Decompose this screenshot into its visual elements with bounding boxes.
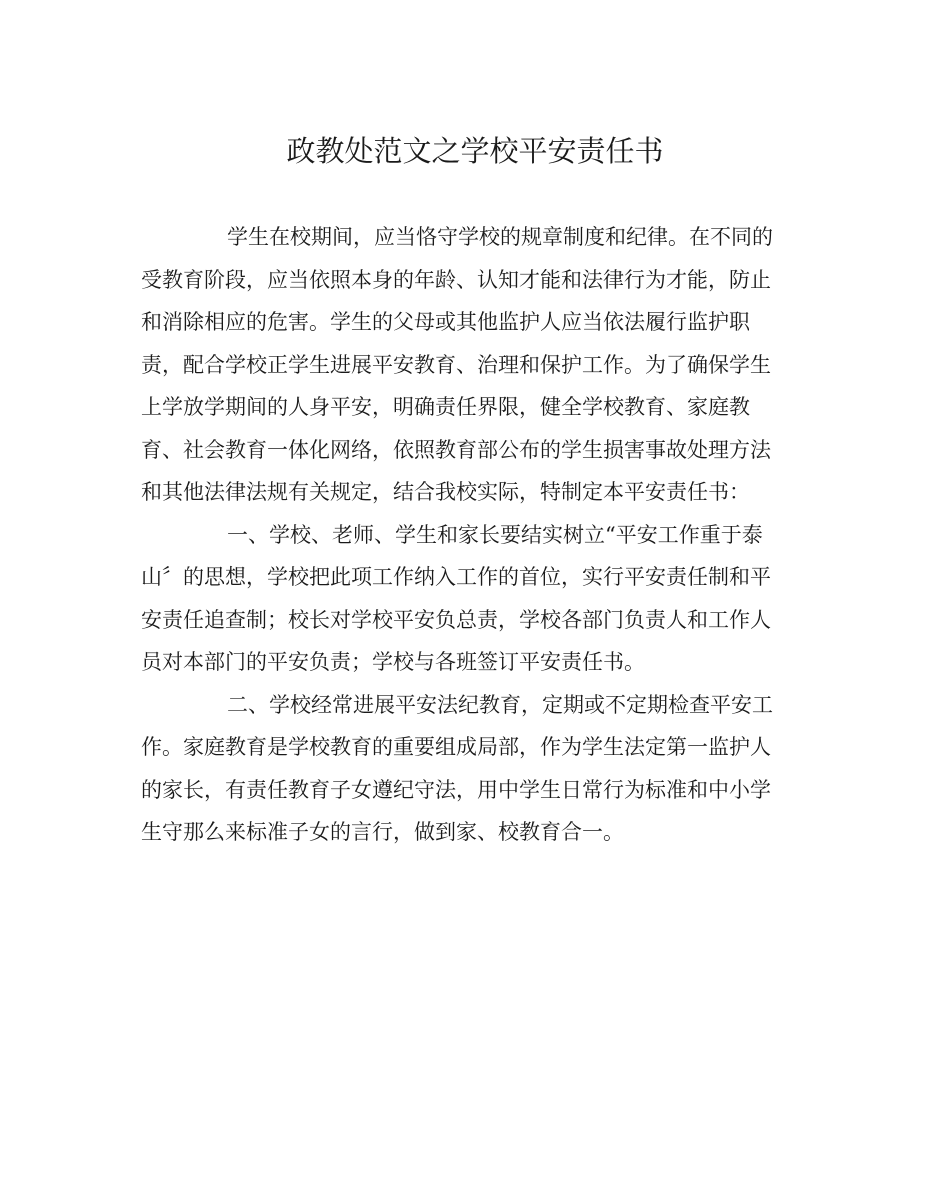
paragraph-line: 上学放学期间的人身平安，明确责任界限，健全学校教育、家庭教 xyxy=(141,395,750,419)
paragraph-line: 和其他法律法规有关规定，结合我校实际，特制定本平安责任书： xyxy=(141,480,750,504)
paragraph-line: 的家长，有责任教育子女遵纪守法，用中学生日常行为标准和中小学 xyxy=(141,777,771,802)
paragraph-line: 生守那么来标准子女的言行，做到家、校教育合一。 xyxy=(141,820,624,844)
paragraph-line: 山〞的思想，学校把此项工作纳入工作的首位，实行平安责任制和平 xyxy=(141,565,771,589)
document-body xyxy=(141,216,797,854)
paragraph-clause-one xyxy=(141,514,797,684)
paragraph-line: 二、学校经常进展平安法纪教育，定期或不定期检查平安工 xyxy=(227,692,773,717)
paragraph-clause-two xyxy=(141,684,797,854)
paragraph-line: 和消除相应的危害。学生的父母或其他监护人应当依法履行监护职 xyxy=(141,310,750,334)
paragraph-line: 育、社会教育一体化网络，依照教育部公布的学生损害事故处理方法 xyxy=(141,437,771,462)
paragraph-line: 员对本部门的平安负责；学校与各班签订平安责任书。 xyxy=(141,650,645,674)
paragraph-line: 一、学校、老师、学生和家长要结实树立“平安工作重于泰 xyxy=(227,522,763,547)
document-title: 政教处范文之学校平安责任书 xyxy=(286,134,664,168)
paragraph-line: 责，配合学校正学生进展平安教育、治理和保护工作。为了确保学生 xyxy=(141,352,771,377)
paragraph-line: 受教育阶段，应当依照本身的年龄、认知才能和法律行为才能，防止 xyxy=(141,267,771,292)
paragraph-line: 安责任追查制；校长对学校平安负总责，学校各部门负责人和工作人 xyxy=(141,607,771,632)
paragraph-intro xyxy=(141,216,797,514)
paragraph-line: 学生在校期间，应当恪守学校的规章制度和纪律。在不同的 xyxy=(227,225,773,249)
paragraph-line: 作。家庭教育是学校教育的重要组成局部，作为学生法定第一监护人 xyxy=(141,735,771,759)
